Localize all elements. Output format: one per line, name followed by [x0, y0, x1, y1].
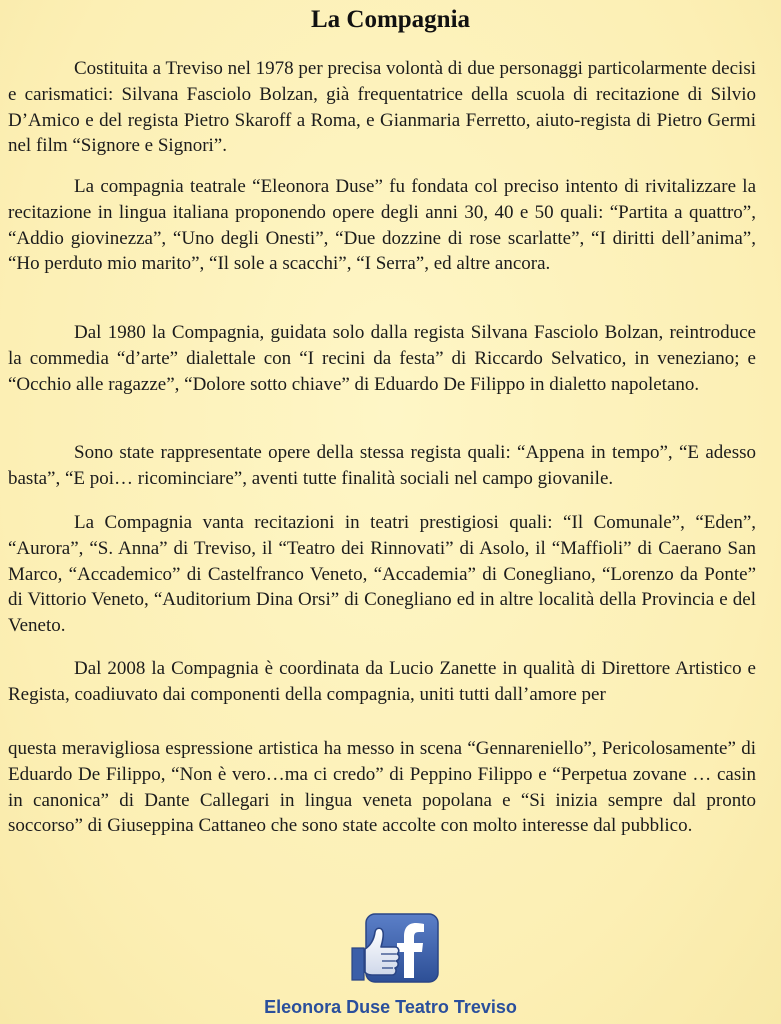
paragraph: questa meravigliosa espressione artistica ha messo in scena “Gennareniello”, Pericolosamente” di Eduardo De Filippo, “Non è vero…ma ci credo” di Peppino Filippo e “Perpetua zovane … casin in canonica” di Dante Callegari in lingua veneta popolana e “Si inizia sempre dal pronto soccorso” di Giuseppina Cattaneo che sono state accolte con molto interesse dal pubblico. [8, 738, 756, 837]
paragraph: Costituita a Treviso nel 1978 per precisa volontà di due personaggi particolarmente decisi e carismatici: Silvana Fasciolo Bolzan, già frequentatrice della scuola di recitazione di Silvio D’Amico e del regista Pietro Skaroff a Roma, e Gianmaria Ferretto, aiuto-regista di Pietro Germi nel film “Signore e Signori”. [8, 58, 756, 157]
paragraph: La compagnia teatrale “Eleonora Duse” fu fondata col preciso intento di rivitalizzare la recitazione in lingua italiana proponendo opere degli anni 30, 40 e 50 quali: “Partita a quattro”, “Addio giovinezza”, “Uno degli Onesti”, “Due dozzine di rose scarlatte”, “I diritti dell’anima”, “Ho perduto mio marito”, “Il sole a scacchi”, “I Serra”, ed altre ancora. [8, 176, 756, 275]
page-title: La Compagnia [310, 6, 471, 33]
paragraph: La Compagnia vanta recitazioni in teatri prestigiosi quali: “Il Comunale”, “Eden”, “Aurora”, “S. Anna” di Treviso, il “Teatro dei Rinnovati” di Asolo, il “Maffioli” di Caerano San Marco, “Accademico” di Castelfranco Veneto, “Accademia” di Conegliano, “Lorenzo da Ponte” di Vittorio Veneto, “Auditorium Dina Orsi” di Conegliano ed in altre località della Provincia e del Veneto. [8, 512, 756, 637]
paragraph: Sono state rappresentate opere della stessa regista quali: “Appena in tempo”, “E adesso basta”, “E poi… ricominciare”, aventi tutte finalità sociali nel campo giovanile. [8, 442, 756, 489]
facebook-thumbs-up-icon[interactable] [342, 912, 442, 984]
paragraph: Dal 1980 la Compagnia, guidata solo dalla regista Silvana Fasciolo Bolzan, reintroduce la commedia “d’arte” dialettale con “I recini da festa” di Riccardo Selvatico, in veneziano; e “Occhio alle ragazze”, “Dolore sotto chiave” di Eduardo De Filippo in dialetto napoletano. [8, 322, 756, 395]
footer-page-name[interactable]: Eleonora Duse Teatro Treviso [264, 997, 517, 1017]
paragraph: Dal 2008 la Compagnia è coordinata da Lucio Zanette in qualità di Direttore Artistico e Regista, coadiuvato dai componenti della compagnia, uniti tutti dall’amore per [8, 658, 756, 705]
